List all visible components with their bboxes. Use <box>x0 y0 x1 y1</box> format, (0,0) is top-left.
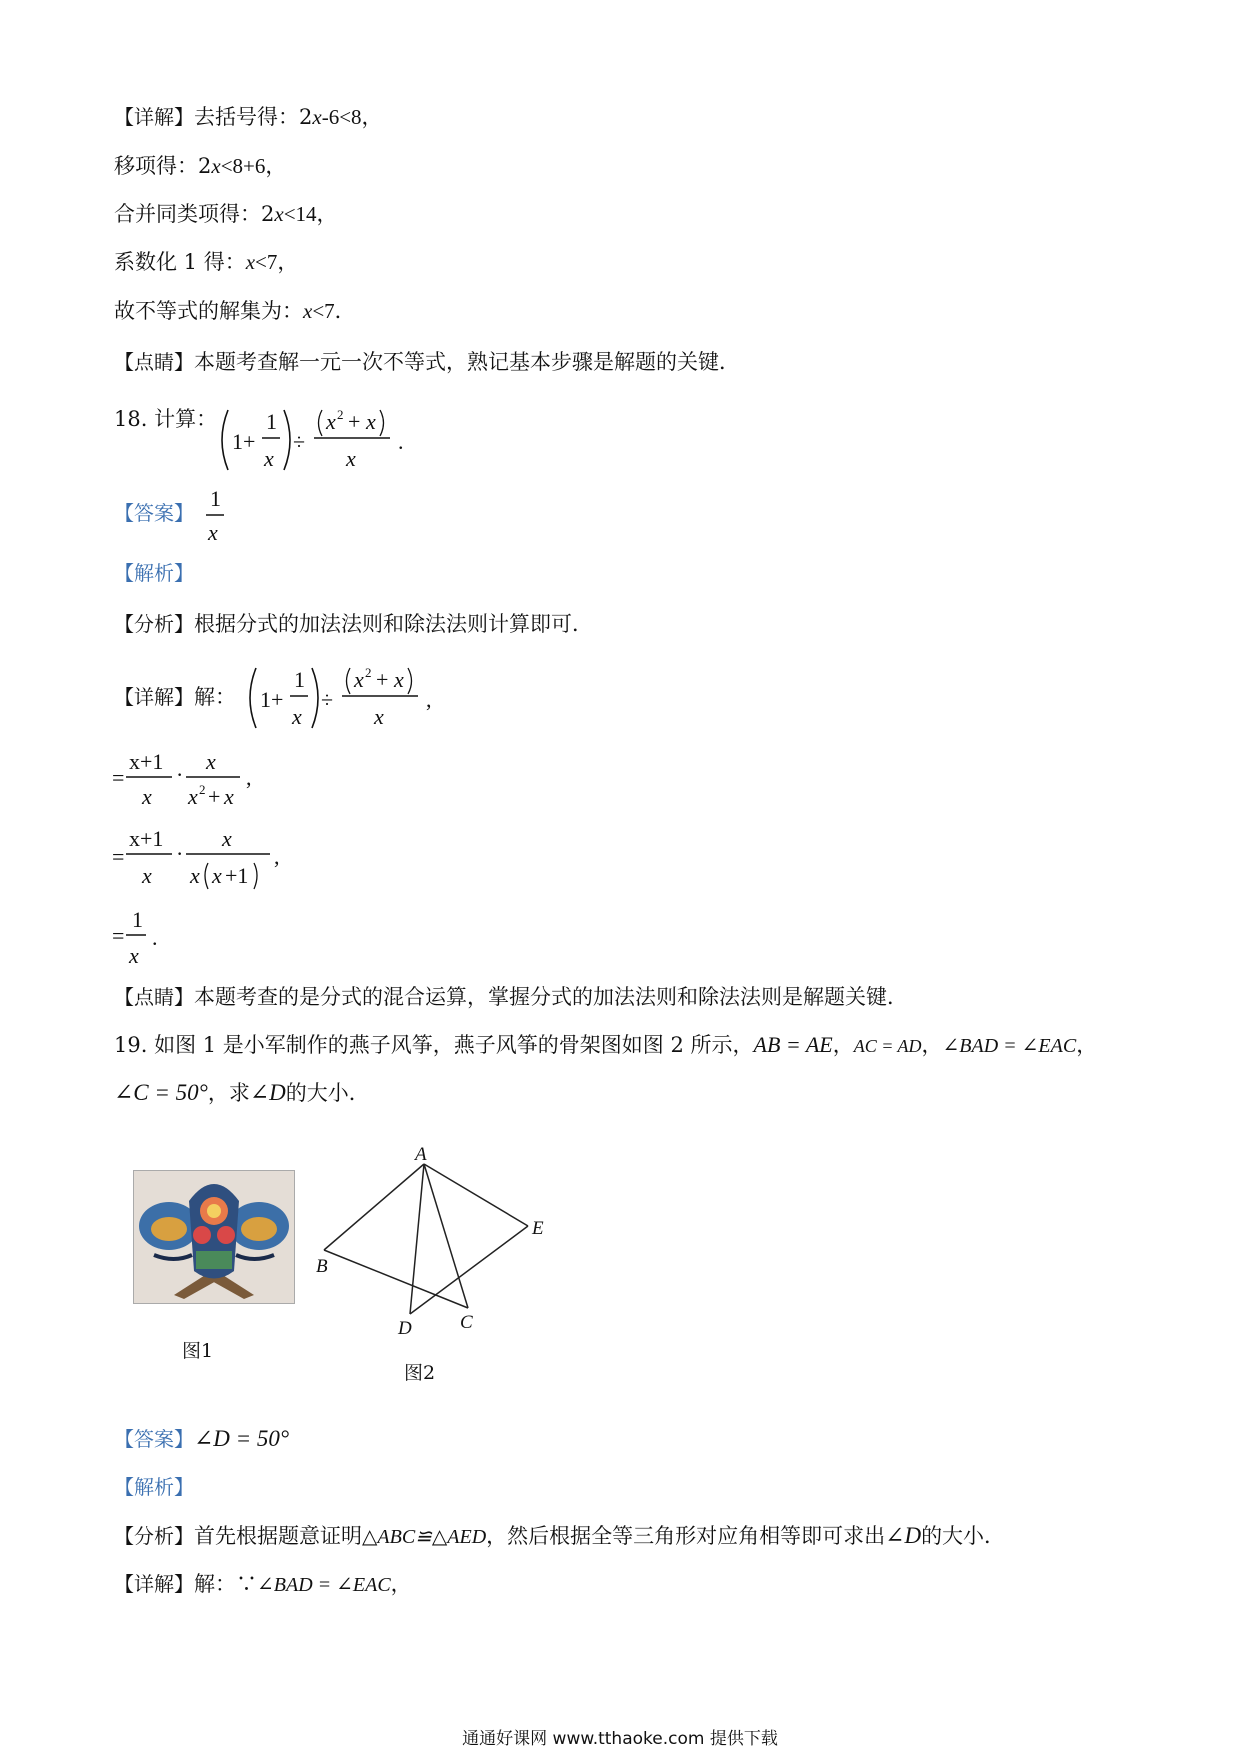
fenxi-tag: 【分析】 <box>114 1524 194 1548</box>
dianjing-tag: 【点睛】 <box>114 985 194 1009</box>
detail-tag: 【详解】 <box>114 1572 194 1596</box>
q18-question <box>114 404 217 434</box>
svg-text:÷: ÷ <box>321 687 334 712</box>
svg-text:x: x <box>366 409 376 434</box>
fig2-label: 图2 <box>404 1362 436 1384</box>
answer-value: ∠D = 50° <box>194 1426 290 1451</box>
svg-text:x: x <box>374 704 384 729</box>
svg-text:x: x <box>346 446 356 471</box>
q18-answer <box>114 498 194 528</box>
segment-BC <box>324 1250 468 1308</box>
q18-step-2 <box>112 746 272 812</box>
text: 故不等式的解集为： <box>114 299 303 323</box>
fig1-label: 图1 <box>182 1340 214 1362</box>
var-x: x <box>274 202 284 226</box>
math: ∠BAD = ∠EAC <box>942 1035 1077 1057</box>
math: ∠C = 50° <box>114 1080 208 1105</box>
svg-text:x: x <box>190 863 200 888</box>
text: <8+6， <box>220 154 287 178</box>
text: ， <box>390 1572 412 1596</box>
svg-text:+: + <box>208 784 221 809</box>
text: <7， <box>255 250 299 274</box>
svg-text:x: x <box>206 749 216 774</box>
svg-text:x: x <box>292 704 302 729</box>
math: AC = AD <box>853 1036 922 1056</box>
svg-text:+1: +1 <box>225 863 249 888</box>
q19-answer <box>114 1424 289 1454</box>
svg-text:.: . <box>398 429 404 454</box>
svg-text:x+1: x+1 <box>129 749 164 774</box>
svg-text:x: x <box>188 784 198 809</box>
svg-text:x: x <box>394 667 404 692</box>
math: ∠D <box>249 1080 286 1105</box>
var-x: x <box>211 154 221 178</box>
q19-analysis-tag <box>114 1472 194 1502</box>
text: 本题考查的是分式的混合运算，掌握分式的加法法则和除法法则是解题关键． <box>194 985 908 1009</box>
detail-line-3 <box>114 199 338 229</box>
svg-text:2: 2 <box>365 665 372 680</box>
segment-ED <box>410 1226 528 1314</box>
svg-text:x: x <box>222 826 232 851</box>
svg-text:x: x <box>208 520 218 545</box>
dianjing-line <box>114 347 740 377</box>
var-x: x <box>312 105 322 129</box>
point-e-label: E <box>532 1218 544 1239</box>
page-footer: 通通好课网 www.tthaoke.com 提供下载 <box>462 1729 778 1749</box>
svg-text:1: 1 <box>266 409 277 434</box>
svg-text:=: = <box>112 923 125 948</box>
q18-dianjing <box>114 982 908 1012</box>
svg-text:x: x <box>224 784 234 809</box>
detail-line-5 <box>114 296 356 326</box>
svg-text:=: = <box>112 765 125 790</box>
svg-text:1: 1 <box>294 667 305 692</box>
text: 解：∵ <box>194 1572 257 1596</box>
svg-text:1+: 1+ <box>260 687 284 712</box>
q19-fenxi <box>114 1521 1005 1552</box>
fenxi-tag: 【分析】 <box>114 612 194 636</box>
dianjing-tag: 【点睛】 <box>114 350 194 374</box>
svg-text:1+: 1+ <box>232 429 256 454</box>
text: 系数化 1 得： <box>114 250 246 274</box>
svg-text:,: , <box>426 687 432 712</box>
point-b-label: B <box>316 1256 328 1277</box>
text: ，求 <box>207 1081 250 1105</box>
svg-text:x: x <box>212 863 222 888</box>
analysis-tag: 【解析】 <box>114 1475 194 1499</box>
text: <7． <box>312 299 356 323</box>
math: ∠D <box>885 1523 922 1548</box>
geometry-diagram <box>300 1146 560 1344</box>
math: AB = AE <box>753 1032 833 1057</box>
text: <14， <box>283 202 338 226</box>
text: 的大小． <box>921 1524 1006 1548</box>
svg-text:x: x <box>129 943 139 968</box>
kite-photo <box>133 1170 295 1304</box>
svg-text:÷: ÷ <box>293 429 306 454</box>
answer-tag: 【答案】 <box>114 1427 194 1451</box>
segment-AD <box>410 1164 424 1314</box>
q18-expression <box>214 402 414 478</box>
text: 去括号得：2 <box>194 105 313 129</box>
answer-tag: 【答案】 <box>114 501 194 525</box>
q19-question-line-1: 19. 如图 1 是小军制作的燕子风筝，燕子风筝的骨架图如图 2 所示，AB = AE，AC = AD，∠BAD = ∠EAC， <box>114 1032 1098 1057</box>
point-a-label: A <box>415 1146 427 1165</box>
math: ∠BAD = ∠EAC <box>257 1574 391 1596</box>
point-c-label: C <box>460 1312 473 1333</box>
svg-text:x: x <box>142 863 152 888</box>
detail-line-2 <box>114 151 286 181</box>
math: △ABC≌△AED <box>362 1526 487 1548</box>
svg-text:x: x <box>264 446 274 471</box>
svg-text:,: , <box>274 844 280 869</box>
text: 解： <box>194 685 236 709</box>
text: 本题考查解一元一次不等式，熟记基本步骤是解题的关键． <box>194 350 740 374</box>
detail-tag: 【详解】 <box>114 685 194 709</box>
text: 合并同类项得：2 <box>114 202 275 226</box>
text: ，然后根据全等三角形对应角相等即可求出 <box>486 1524 886 1548</box>
analysis-tag: 【解析】 <box>114 561 194 585</box>
q19-detail <box>114 1569 412 1600</box>
svg-text:.: . <box>152 925 158 950</box>
svg-text:x: x <box>326 409 336 434</box>
svg-text:x+1: x+1 <box>129 826 164 851</box>
svg-text:1: 1 <box>210 486 221 511</box>
text: 的大小． <box>285 1081 370 1105</box>
q18-detail <box>114 682 236 712</box>
q19-question-line-2 <box>114 1078 370 1108</box>
detail-tag: 【详解】 <box>114 105 194 129</box>
svg-text:1: 1 <box>132 907 143 932</box>
q18-answer-frac <box>204 484 228 546</box>
text: 首先根据题意证明 <box>194 1524 362 1548</box>
svg-text:+: + <box>348 409 361 434</box>
detail-line-4 <box>114 247 298 277</box>
q18-fenxi <box>114 609 593 639</box>
svg-text:·: · <box>176 762 184 787</box>
detail-line-1 <box>114 102 383 132</box>
svg-text:·: · <box>176 841 184 866</box>
text: 19. 如图 1 是小军制作的燕子风筝，燕子风筝的骨架图如图 2 所示， <box>114 1033 754 1057</box>
svg-text:=: = <box>112 844 125 869</box>
q18-step-3 <box>112 823 292 893</box>
q18-detail-expr <box>242 660 442 736</box>
svg-text:+: + <box>376 667 389 692</box>
text: 根据分式的加法法则和除法法则计算即可． <box>194 612 593 636</box>
q18-step-4 <box>112 905 182 971</box>
q18-analysis-tag <box>114 558 194 588</box>
svg-text:,: , <box>246 765 252 790</box>
svg-text:x: x <box>354 667 364 692</box>
var-x: x <box>303 299 313 323</box>
point-d-label: D <box>398 1318 412 1339</box>
text: -6<8， <box>321 105 383 129</box>
text: 移项得：2 <box>114 154 212 178</box>
var-x: x <box>245 250 256 274</box>
svg-text:x: x <box>142 784 152 809</box>
svg-text:2: 2 <box>337 407 344 422</box>
question-number: 18. 计算： <box>114 407 218 431</box>
segment-AB <box>324 1164 424 1250</box>
svg-text:2: 2 <box>199 782 206 797</box>
